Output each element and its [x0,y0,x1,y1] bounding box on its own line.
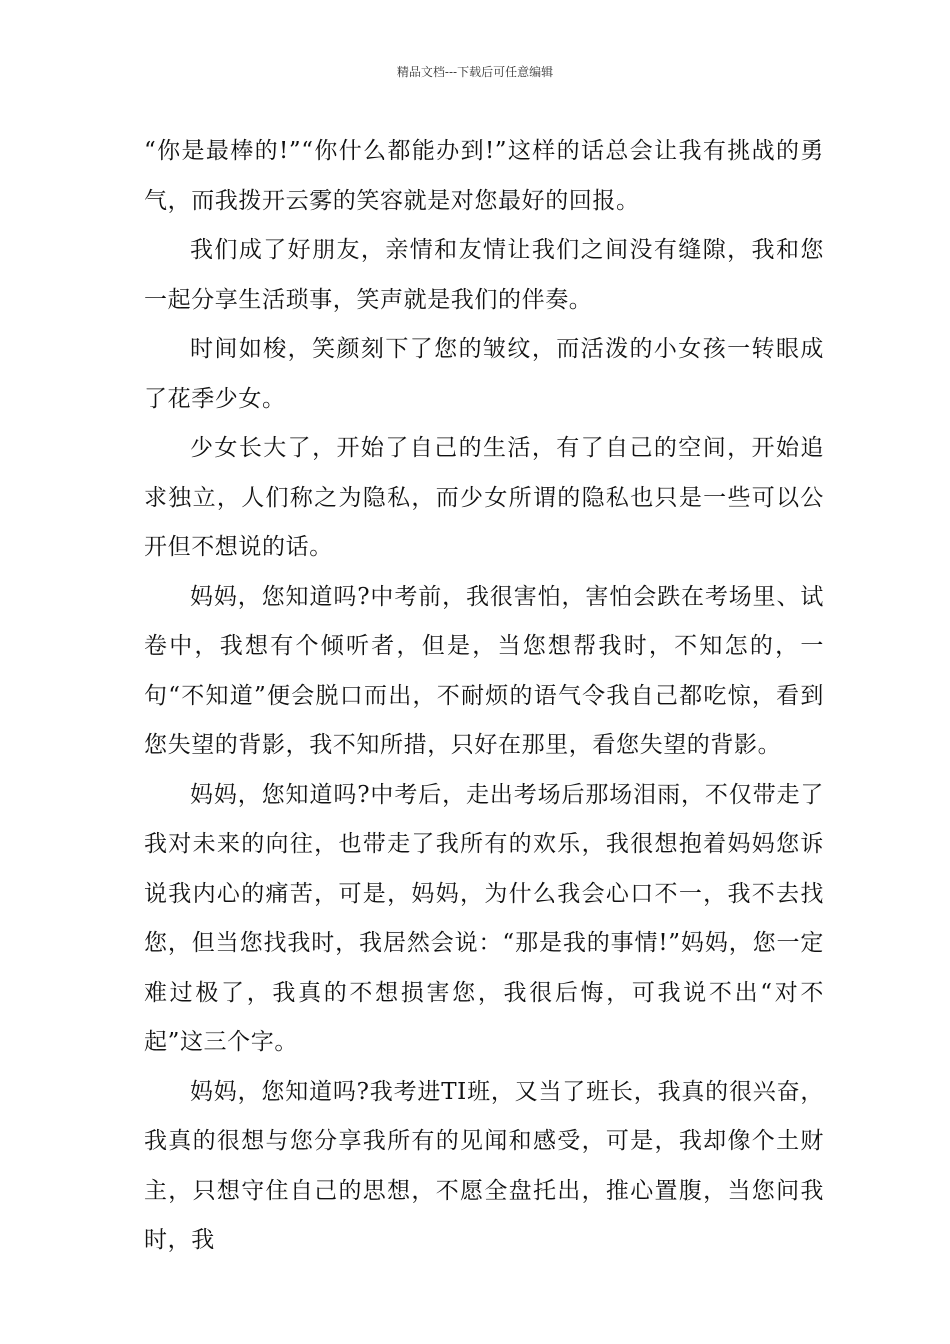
paragraph-1: “你是最棒的!”“你什么都能办到!”这样的话总会让我有挑战的勇气，而我拨开云雾的笑容就是对您最好的回报。 [144,138,824,214]
paragraph-3: 时间如梭，笑颜刻下了您的皱纹，而活泼的小女孩一转眼成了花季少女。 [144,336,824,412]
paragraph-5: 妈妈，您知道吗?中考前，我很害怕，害怕会跌在考场里、试卷中，我想有个倾听者，但是，当您想帮我时，不知怎的，一句“不知道”便会脱口而出，不耐烦的语气令我自己都吃惊，看到您失望的背影，我不知所措，只好在那里，看您失望的背影。 [144,583,824,758]
paragraph-7: 妈妈，您知道吗?我考进TI班，又当了班长，我真的很兴奋，我真的很想与您分享我所有的见闻和感受，可是，我却像个土财主，只想守住自己的思想，不愿全盘托出，推心置腹，当您问我时，我 [144,1078,824,1253]
page-header: 精品文档---下载后可任意编辑 [396,65,554,79]
paragraph-2: 我们成了好朋友，亲情和友情让我们之间没有缝隙，我和您一起分享生活琐事，笑声就是我们的伴奏。 [144,237,824,313]
paragraph-4: 少女长大了，开始了自己的生活，有了自己的空间，开始追求独立，人们称之为隐私，而少女所谓的隐私也只是一些可以公开但不想说的话。 [144,435,824,560]
paragraph-6: 妈妈，您知道吗?中考后，走出考场后那场泪雨，不仅带走了我对未来的向往，也带走了我所有的欢乐，我很想抱着妈妈您诉说我内心的痛苦，可是，妈妈，为什么我会心口不一，我不去找您，但当您找我时，我居然会说：“那是我的事情!”妈妈，您一定难过极了，我真的不想损害您，我很后悔，可我说不出“对不起”这三个字。 [144,781,824,1055]
document-body [144,127,824,1266]
